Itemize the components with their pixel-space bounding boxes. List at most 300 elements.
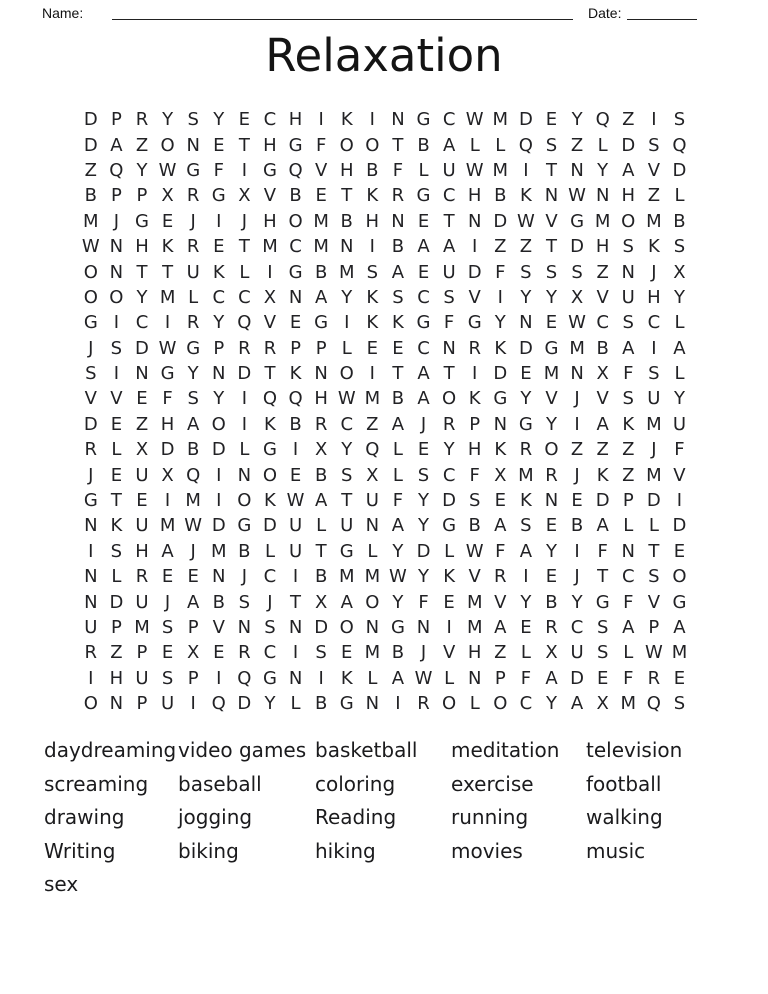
grid-letter: N (519, 312, 533, 334)
grid-letter: K (366, 312, 379, 334)
grid-letter: I (651, 109, 657, 131)
grid-letter: E (494, 490, 506, 512)
grid-letter: H (263, 134, 277, 156)
word-item: movies (451, 838, 523, 863)
grid-letter: A (391, 515, 405, 537)
grid-letter: O (160, 134, 175, 156)
grid-letter: I (216, 464, 222, 486)
grid-letter: Y (520, 388, 532, 410)
grid-letter: R (647, 667, 661, 689)
grid-letter: I (216, 490, 222, 512)
grid-letter: E (545, 515, 558, 537)
grid-letter: X (314, 439, 328, 461)
grid-letter: I (241, 413, 248, 435)
grid-letter: S (366, 261, 379, 283)
grid-letter: Y (418, 566, 430, 588)
grid-letter: S (520, 261, 532, 283)
grid-letter: I (574, 413, 580, 435)
grid-letter: L (290, 693, 301, 715)
grid-letter: L (341, 337, 352, 359)
grid-letter: Y (341, 286, 353, 308)
grid-letter: D (518, 337, 533, 359)
grid-letter: J (574, 388, 580, 410)
grid-letter: V (110, 388, 123, 410)
grid-letter: N (544, 490, 559, 512)
grid-letter: E (341, 642, 353, 664)
grid-letter: A (442, 236, 456, 258)
grid-letter: V (468, 566, 481, 588)
grid-letter: Y (494, 312, 506, 334)
grid-letter: K (340, 667, 353, 689)
word-item: television (586, 738, 683, 762)
grid-letter: V (545, 210, 558, 232)
grid-letter: I (651, 337, 657, 359)
grid-letter: U (365, 490, 379, 512)
grid-letter: D (493, 363, 508, 385)
grid-letter: P (110, 109, 122, 131)
word-item: daydreaming (44, 738, 177, 762)
grid-letter: X (135, 439, 149, 461)
grid-letter: P (136, 185, 148, 207)
grid-letter: J (113, 210, 120, 232)
grid-letter: S (110, 540, 123, 562)
grid-letter: G (390, 617, 405, 638)
grid-letter: S (161, 667, 174, 689)
grid-letter: Y (545, 286, 557, 308)
grid-letter: Q (262, 388, 278, 410)
grid-letter: S (596, 617, 609, 638)
grid-letter: I (523, 159, 529, 181)
grid-letter: T (545, 159, 557, 181)
grid-letter: Y (187, 363, 199, 385)
grid-letter: Y (571, 591, 583, 613)
grid-letter: C (647, 312, 661, 334)
grid-letter: H (339, 159, 354, 181)
grid-letter: P (469, 413, 481, 435)
grid-letter: C (135, 312, 149, 334)
grid-letter: G (416, 185, 431, 207)
grid-letter: S (392, 286, 404, 308)
grid-letter: V (442, 642, 456, 664)
grid-letter: M (83, 210, 99, 232)
grid-letter: A (417, 388, 430, 410)
grid-letter: S (673, 109, 686, 131)
grid-letter: G (518, 413, 533, 435)
grid-letter: A (622, 617, 635, 638)
grid-letter: E (136, 388, 148, 410)
grid-letter: U (288, 540, 303, 562)
grid-letter: B (314, 566, 328, 588)
grid-letter: M (364, 642, 381, 664)
grid-letter: D (595, 490, 610, 512)
grid-letter: Z (519, 236, 533, 258)
grid-letter: I (369, 236, 375, 258)
grid-letter: L (520, 642, 531, 664)
grid-letter: N (391, 210, 405, 232)
grid-letter: O (493, 693, 508, 715)
grid-letter: L (111, 566, 122, 588)
grid-letter: E (213, 642, 225, 664)
grid-letter: G (262, 439, 277, 461)
grid-letter: M (543, 363, 560, 385)
grid-letter: A (314, 286, 328, 308)
grid-letter: B (673, 210, 686, 232)
name-label: Name: (42, 5, 84, 21)
grid-letter: G (339, 540, 354, 562)
grid-letter: A (545, 667, 558, 689)
grid-letter: S (648, 363, 660, 385)
grid-letter: R (186, 312, 200, 334)
grid-letter: O (339, 363, 354, 385)
grid-letter: Q (646, 693, 661, 715)
grid-letter: A (417, 236, 430, 258)
grid-letter: L (674, 312, 685, 334)
grid-letter: B (391, 642, 405, 664)
grid-letter: B (340, 210, 353, 232)
grid-letter: U (135, 591, 149, 613)
grid-letter: F (674, 439, 685, 461)
grid-letter: A (494, 515, 507, 537)
grid-letter: L (469, 134, 480, 156)
grid-letter: F (495, 540, 506, 562)
grid-letter: Q (288, 159, 303, 181)
grid-letter: Y (392, 540, 404, 562)
grid-letter: S (264, 617, 276, 638)
grid-letter: A (622, 159, 635, 181)
grid-letter: V (263, 312, 277, 334)
grid-letter: J (164, 591, 171, 613)
grid-letter: E (289, 464, 302, 486)
grid-letter: I (574, 540, 580, 562)
grid-letter: F (623, 667, 634, 689)
grid-letter: S (315, 642, 327, 664)
grid-letter: N (288, 667, 303, 689)
grid-letter: S (161, 617, 174, 638)
grid-letter: H (288, 109, 303, 131)
grid-letter: T (290, 591, 302, 613)
grid-letter: I (369, 363, 375, 385)
grid-letter: T (648, 540, 660, 562)
grid-letter: N (84, 566, 98, 588)
grid-letter: U (135, 464, 149, 486)
grid-letter: I (216, 210, 222, 232)
grid-letter: X (263, 286, 277, 308)
grid-letter: P (622, 490, 634, 512)
grid-letter: Y (571, 109, 583, 131)
grid-letter: L (316, 515, 327, 537)
word-item: meditation (451, 738, 560, 762)
word-item: coloring (315, 771, 396, 796)
grid-letter: B (186, 439, 200, 461)
grid-letter: X (545, 642, 558, 664)
grid-letter: I (523, 566, 529, 588)
grid-letter: G (288, 261, 303, 283)
grid-letter: T (443, 210, 455, 232)
grid-letter: T (341, 185, 353, 207)
grid-letter: C (417, 286, 430, 308)
grid-letter: R (263, 337, 277, 359)
grid-letter: S (110, 337, 123, 359)
grid-letter: F (392, 490, 404, 512)
grid-letter: K (212, 261, 225, 283)
grid-letter: H (365, 210, 380, 232)
grid-letter: H (467, 185, 482, 207)
grid-letter: F (213, 159, 224, 181)
grid-letter: Y (162, 109, 174, 131)
grid-letter: V (647, 591, 661, 613)
grid-letter: Y (545, 540, 557, 562)
grid-letter: W (465, 159, 484, 181)
grid-letter: D (570, 236, 585, 258)
grid-letter: O (442, 693, 457, 715)
grid-letter: S (187, 109, 199, 131)
grid-letter: C (442, 464, 456, 486)
grid-letter: M (338, 261, 355, 283)
grid-letter: A (187, 591, 200, 613)
grid-letter: S (187, 388, 199, 410)
date-label: Date: (588, 5, 622, 21)
grid-letter: I (190, 693, 196, 715)
grid-letter: O (237, 490, 252, 512)
grid-letter: N (442, 337, 456, 359)
grid-letter: K (110, 515, 123, 537)
grid-letter: T (238, 236, 250, 258)
grid-letter: H (647, 286, 661, 308)
grid-letter: B (417, 134, 430, 156)
grid-letter: B (314, 464, 328, 486)
grid-letter: S (648, 134, 660, 156)
grid-letter: P (648, 617, 660, 638)
grid-letter: S (341, 464, 353, 486)
grid-letter: L (418, 159, 429, 181)
grid-letter: W (644, 642, 663, 664)
grid-letter: Y (341, 439, 353, 461)
grid-letter: W (414, 667, 433, 689)
date-blank-line (627, 19, 697, 20)
grid-letter: Z (596, 439, 609, 461)
grid-letter: E (417, 210, 430, 232)
grid-letter: W (465, 109, 484, 131)
grid-letter: B (212, 591, 225, 613)
grid-letter: Q (237, 667, 252, 689)
grid-letter: X (596, 363, 609, 385)
grid-letter: D (263, 515, 277, 537)
grid-letter: Q (211, 693, 226, 715)
grid-letter: T (162, 261, 174, 283)
grid-letter: T (392, 134, 404, 156)
grid-letter: L (392, 439, 403, 461)
grid-letter: R (391, 185, 405, 207)
grid-letter: Z (596, 261, 609, 283)
grid-letter: R (417, 693, 430, 715)
grid-letter: Y (545, 413, 557, 435)
grid-letter: D (135, 337, 149, 359)
grid-letter: H (621, 185, 636, 207)
grid-letter: V (596, 286, 609, 308)
grid-letter: L (367, 540, 378, 562)
grid-letter: X (314, 591, 328, 613)
grid-letter: K (622, 413, 635, 435)
grid-letter: R (519, 439, 533, 461)
grid-letter: X (366, 464, 379, 486)
grid-letter: J (651, 261, 657, 283)
grid-letter: B (238, 540, 251, 562)
grid-letter: Q (595, 109, 610, 131)
grid-letter: D (518, 109, 533, 131)
grid-letter: G (416, 109, 431, 131)
grid-letter: I (292, 642, 299, 664)
grid-letter: Y (213, 312, 225, 334)
word-item: video games (178, 738, 307, 762)
grid-letter: L (264, 540, 275, 562)
grid-letter: L (367, 667, 378, 689)
grid-letter: Z (494, 642, 507, 664)
grid-letter: U (570, 642, 584, 664)
grid-letter: E (238, 109, 251, 131)
grid-letter: Y (392, 591, 404, 613)
grid-letter: P (290, 337, 301, 359)
grid-letter: C (238, 286, 251, 308)
grid-letter: Y (213, 388, 225, 410)
grid-letter: U (340, 515, 354, 537)
grid-letter: L (469, 693, 480, 715)
grid-letter: R (135, 566, 149, 588)
grid-letter: M (620, 693, 637, 715)
grid-letter: D (467, 261, 482, 283)
grid-letter: L (111, 439, 122, 461)
grid-letter: A (340, 591, 353, 613)
grid-letter: S (673, 693, 686, 715)
grid-letter: B (468, 515, 481, 537)
grid-letter: N (467, 210, 482, 232)
grid-letter: K (264, 490, 276, 512)
grid-letter: M (313, 210, 329, 232)
grid-letter: K (366, 185, 379, 207)
grid-letter: N (314, 363, 328, 385)
grid-letter: M (466, 591, 483, 613)
grid-letter: U (135, 667, 149, 689)
grid-letter: A (417, 363, 430, 385)
grid-letter: O (621, 210, 636, 232)
grid-letter: W (568, 185, 586, 207)
grid-letter: A (673, 337, 686, 359)
word-list-column (315, 734, 451, 902)
grid-letter: Y (443, 439, 455, 461)
grid-letter: D (211, 515, 226, 537)
grid-letter: H (109, 667, 124, 689)
grid-letter: I (88, 540, 94, 562)
word-list (44, 734, 734, 902)
grid-letter: T (315, 540, 327, 562)
grid-letter: Z (110, 642, 123, 664)
grid-letter: D (442, 490, 457, 512)
grid-letter: E (136, 490, 148, 512)
grid-letter: L (239, 261, 250, 283)
word-item: jogging (178, 805, 253, 830)
grid-letter: N (416, 617, 431, 638)
grid-letter: L (648, 515, 659, 537)
word-item: baseball (178, 771, 262, 796)
grid-letter: M (646, 413, 662, 435)
grid-letter: W (337, 388, 356, 410)
grid-letter: Z (570, 439, 584, 461)
grid-letter: D (160, 439, 175, 461)
grid-letter: N (467, 667, 482, 689)
grid-letter: I (472, 236, 478, 258)
grid-letter: G (416, 312, 431, 334)
grid-letter: R (545, 464, 558, 486)
grid-letter: F (469, 464, 480, 486)
grid-letter: O (442, 388, 457, 410)
grid-letter: R (468, 337, 481, 359)
grid-letter: S (622, 236, 634, 258)
grid-letter: Z (135, 134, 149, 156)
grid-letter: B (494, 185, 507, 207)
grid-letter: Q (288, 388, 303, 410)
word-item: basketball (315, 738, 418, 762)
grid-letter: S (545, 261, 558, 283)
grid-letter: T (597, 566, 609, 588)
grid-letter: J (420, 642, 427, 664)
grid-letter: D (109, 591, 124, 613)
word-list-column (44, 734, 178, 902)
grid-letter: C (417, 337, 430, 359)
word-item: Writing (44, 838, 116, 863)
grid-letter: S (622, 312, 634, 334)
grid-letter: U (442, 261, 456, 283)
word-list-column (451, 734, 586, 902)
grid-letter: A (570, 693, 584, 715)
grid-letter: F (162, 388, 173, 410)
grid-letter: N (109, 693, 124, 715)
grid-letter: I (497, 286, 503, 308)
grid-letter: E (161, 642, 174, 664)
grid-letter: D (621, 134, 636, 156)
grid-letter: R (545, 617, 558, 638)
grid-letter: R (84, 439, 98, 461)
grid-letter: R (135, 109, 149, 131)
grid-letter: G (186, 159, 201, 181)
grid-letter: H (135, 540, 149, 562)
grid-letter: A (519, 540, 533, 562)
grid-letter: N (109, 236, 124, 258)
grid-letter: O (365, 591, 380, 613)
grid-letter: H (314, 388, 328, 410)
grid-letter: A (187, 413, 200, 435)
grid-letter: F (315, 134, 327, 156)
grid-letter: Z (622, 439, 635, 461)
grid-letter: Z (135, 413, 149, 435)
grid-letter: U (672, 413, 687, 435)
grid-letter: A (596, 413, 609, 435)
grid-letter: G (135, 210, 149, 232)
grid-letter: J (267, 591, 273, 613)
grid-letter: Q (186, 464, 201, 486)
grid-letter: M (646, 210, 662, 232)
grid-letter: F (392, 159, 404, 181)
grid-letter: P (110, 185, 122, 207)
grid-letter: J (651, 439, 657, 461)
grid-letter: I (369, 109, 375, 131)
grid-letter: Z (647, 185, 661, 207)
grid-letter: A (494, 617, 507, 638)
grid-letter: A (110, 134, 123, 156)
grid-letter: I (318, 667, 324, 689)
word-item: biking (178, 838, 239, 863)
grid-letter: F (418, 591, 429, 613)
grid-letter: F (443, 312, 455, 334)
grid-letter: I (241, 159, 248, 181)
